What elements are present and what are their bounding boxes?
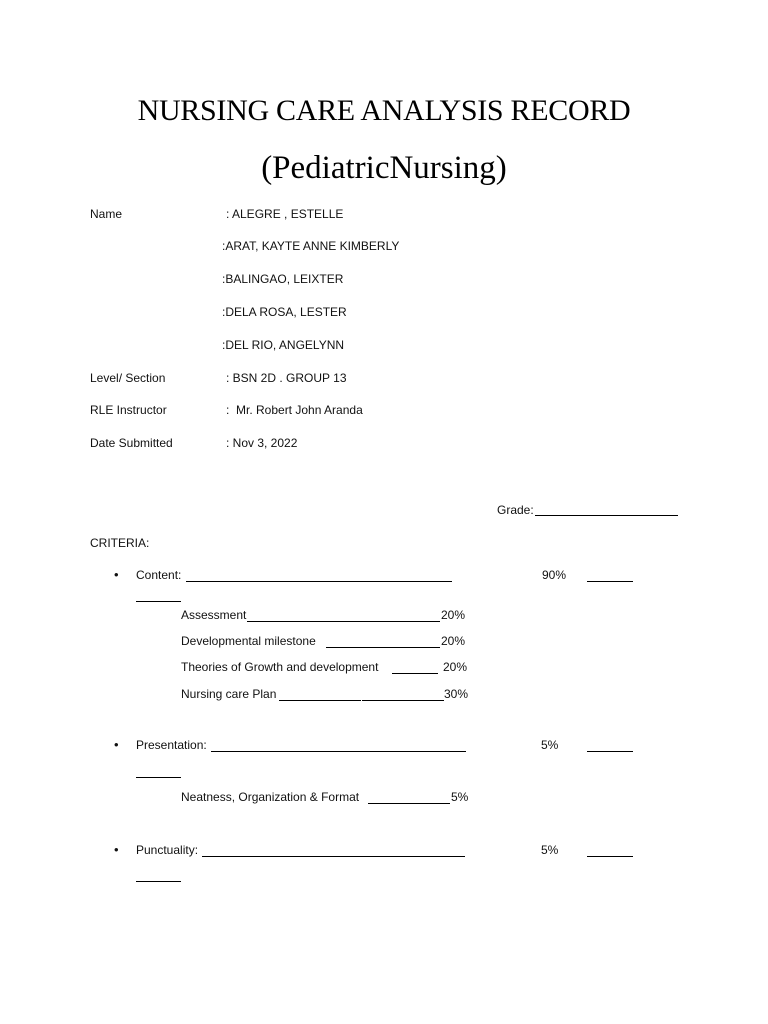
presentation-percent: 5% <box>541 738 559 752</box>
nursing-care-plan-blank-1 <box>279 700 361 701</box>
level-section-label: Level/ Section <box>90 371 166 385</box>
nursing-care-plan-label: Nursing care Plan <box>181 687 277 701</box>
assessment-percent: 20% <box>441 608 466 622</box>
developmental-milestone-blank <box>326 647 440 648</box>
presentation-bullet: • <box>114 737 119 752</box>
rle-instructor-label: RLE Instructor <box>90 403 167 417</box>
presentation-label: Presentation: <box>136 738 207 752</box>
document-subtitle: (PediatricNursing) <box>261 150 507 186</box>
neatness-blank <box>368 803 450 804</box>
name-label: Name <box>90 207 123 221</box>
date-submitted-label: Date Submitted <box>90 436 173 450</box>
criteria-heading: CRITERIA: <box>90 536 150 550</box>
theories-growth-blank <box>392 673 438 674</box>
grade-label: Grade: <box>497 503 534 517</box>
presentation-blank <box>211 751 466 752</box>
developmental-milestone-percent: 20% <box>441 634 466 648</box>
grade-blank <box>535 515 678 516</box>
punctuality-bullet: • <box>114 842 119 857</box>
content-blank <box>186 581 452 582</box>
punctuality-score-blank <box>587 856 633 857</box>
member-name-4: :DELA ROSA, LESTER <box>222 305 347 319</box>
assessment-label: Assessment <box>181 608 247 622</box>
member-name-1: : ALEGRE , ESTELLE <box>226 207 344 221</box>
punctuality-percent: 5% <box>541 843 559 857</box>
assessment-blank <box>247 621 440 622</box>
rle-instructor-value: : Mr. Robert John Aranda <box>226 403 363 417</box>
date-submitted-value: : Nov 3, 2022 <box>226 436 298 450</box>
neatness-percent: 5% <box>451 790 469 804</box>
member-name-2: :ARAT, KAYTE ANNE KIMBERLY <box>222 239 400 253</box>
neatness-label: Neatness, Organization & Format <box>181 790 360 804</box>
content-score-blank <box>587 581 633 582</box>
content-bullet: • <box>114 567 119 582</box>
punctuality-score-blank-wrap <box>136 881 181 882</box>
theories-growth-label: Theories of Growth and development <box>181 660 379 674</box>
developmental-milestone-label: Developmental milestone <box>181 634 316 648</box>
content-percent: 90% <box>542 568 567 582</box>
member-name-5: :DEL RIO, ANGELYNN <box>222 338 345 352</box>
content-label: Content: <box>136 568 182 582</box>
theories-growth-percent: 20% <box>443 660 468 674</box>
presentation-score-blank-wrap <box>136 777 181 778</box>
content-score-blank-wrap <box>136 601 181 602</box>
presentation-score-blank <box>587 751 633 752</box>
document-title: NURSING CARE ANALYSIS RECORD <box>137 94 631 127</box>
punctuality-blank <box>202 856 465 857</box>
nursing-care-plan-percent: 30% <box>444 687 469 701</box>
level-section-value: : BSN 2D . GROUP 13 <box>226 371 347 385</box>
punctuality-label: Punctuality: <box>136 843 199 857</box>
nursing-care-plan-blank-2 <box>362 700 444 701</box>
member-name-3: :BALINGAO, LEIXTER <box>222 272 344 286</box>
